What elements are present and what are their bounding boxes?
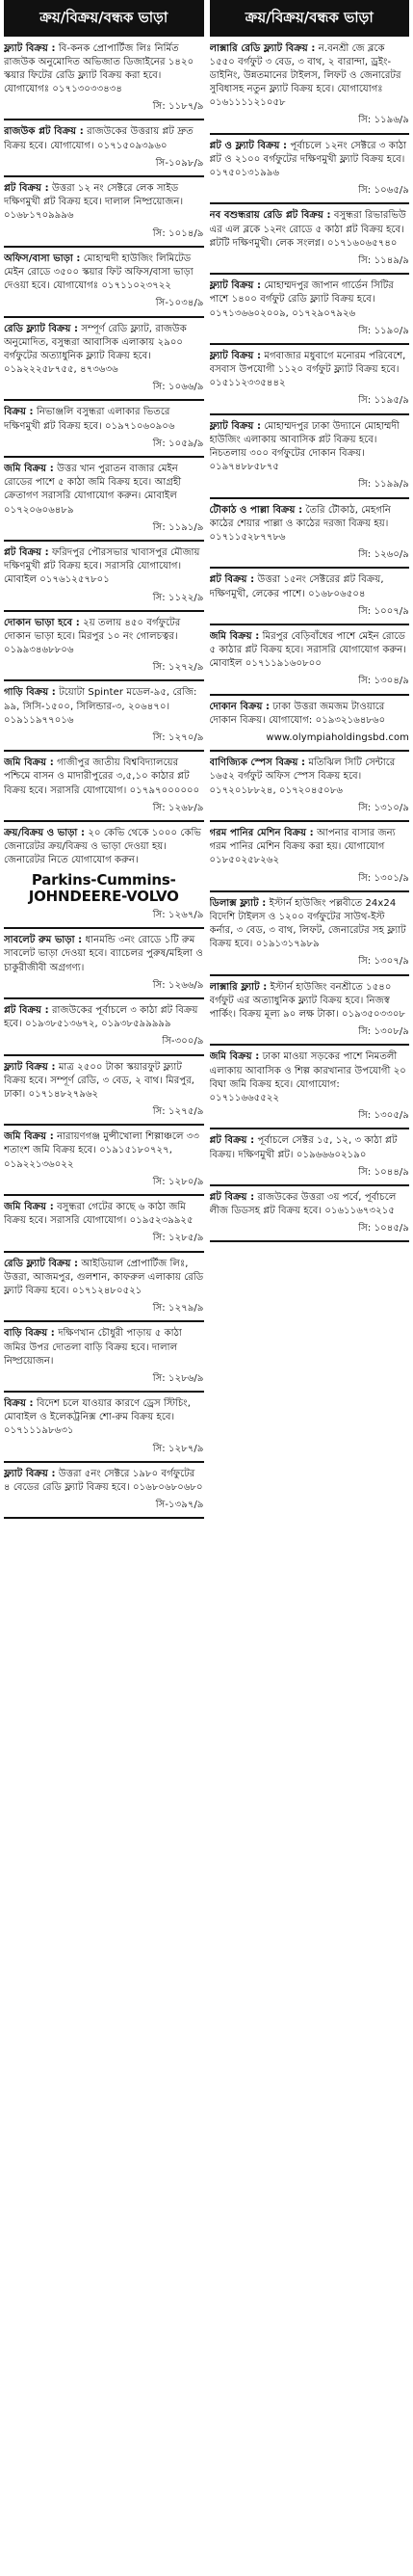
classified-ad (210, 1050, 410, 1129)
ad-title: সাবলেট রুম ভাড়া : (4, 935, 83, 946)
ad-text: বিদেশ চলে যাওয়ার কারণে ড্রেস স্টিচিং, মোবাইল ও ইলেকট্রনিক্স শো-রুম বিক্রয় হবে। ০১৭১১১৯৮৬৩১ (4, 1398, 191, 1437)
classified-ad (4, 827, 204, 929)
ad-text: রাজউকের উত্তরায় প্লট দ্রুত বিক্রয় হবে। যোগাযোগ। ০১৭১৫০৯৩৯৬০ (4, 126, 194, 151)
ad-body (210, 504, 410, 545)
right-ads-list (210, 42, 410, 1243)
ad-title: প্লট বিক্রয় : (4, 546, 49, 558)
ad-title: লাক্সারি ফ্ল্যাট : (209, 981, 268, 993)
ad-reference: সি: ১৩১০/৯ (358, 802, 409, 813)
ad-text: উত্তরা ১২ নং সেক্টরে লেক সাইড দক্ষিণমুখী প্লট বিক্রয় হবে। দালাল নিষ্প্রয়োজন। ০১৬৮১৭০৯৯৯৬ (4, 183, 184, 222)
ad-reference: সি: ১৩০৪/৯ (358, 676, 409, 687)
classified-ad (4, 1327, 204, 1393)
classified-ad (4, 1201, 204, 1253)
classified-ad (4, 1468, 204, 1520)
ad-reference: সি: ১২৮৭/৯ (152, 1443, 204, 1454)
ad-body (4, 1468, 204, 1495)
ad-text: গাজীপুর জাতীয় বিশ্ববিদ্যালয়ের পশ্চিমে বাসন ও মাদারীপুরের ৩,৫,১০ কাঠার প্লট বিক্রয় হবে। সরাসরি যোগাযোগ। ০১৭৯৭০০০০০০ (4, 757, 200, 796)
classified-ad (4, 757, 204, 822)
ad-reference: সি: ১২৮৬/৯ (152, 1372, 204, 1384)
ad-reference: সি: ১০৬৬/৯ (152, 382, 204, 393)
classified-ad (210, 140, 410, 205)
ad-text: ন.বনশ্রী জে ব্লকে ১৫৫০ বর্গফুট ৩ বেড, ৩ বাথ, ২ বারান্দা, ড্রইং-ডাইনিং, উন্নতমানের টাইলস, লিফট ও জেনারেটর সুবিধাসহ নতুন ফ্ল্যাট বিক্রয় হবে। যোগাযোগঃ ০১৬১১১১২১০৫৮ (209, 42, 401, 109)
classified-ad (210, 504, 410, 570)
ad-title: জমি বিক্রয় : (209, 1051, 260, 1063)
ad-body (4, 42, 204, 97)
ad-reference: সি: ১১৯০/৯ (358, 325, 409, 336)
ad-body (210, 140, 410, 181)
classified-ad (210, 981, 410, 1047)
ad-text: ধানমন্ডি ৩নং রোডে ১টি রুম সাবলেট ভাড়া দেওয়া হবে। ব্যাচেলর পুরুষ/মহিলা ও চাকুরীজীবী অগ্রগণ্য। (4, 935, 203, 973)
ad-text: ঢাকা মাওয়া সড়কের পাশে নিমতলী এলাকায় আবাসিক ও শিল্প কারখানার উপযোগী ২০ বিঘা জমি বিক্রয় হবে। যোগাযোগ: ০১৭১১৬৬৫৫২২ (209, 1051, 406, 1103)
ad-reference: সি: ১১৯৬/৯ (358, 115, 409, 126)
ad-text: মগবাজার মধুবাগে মনোরম পরিবেশে, বসবাস উপযোগী ১১২০ বর্গফুট ফ্ল্যাট বিক্রয় হবে। ০১৫১১২৩৩৫৪৪২ (209, 350, 406, 389)
classified-ad (210, 420, 410, 499)
ad-reference: সি: ১১৪৯/৯ (358, 254, 409, 266)
ad-text: মিরপুর বেড়িবাঁধের পাশে মেইন রোডে ৫ কাঠার প্লট বিক্রয় হবে। সরাসরি যোগাযোগ করুন। মোবাইল ০১৭১১৯১৬০৮০০ (209, 630, 406, 670)
ad-reference: সি: ১০৪৪/৯ (358, 1166, 409, 1178)
ad-body (4, 827, 204, 868)
ad-text: উত্তর খান পুরাতন বাজার মেইন রোডের পাশে ৫ কাঠা জমি বিক্রয় হবে। আগ্রহী ক্রেতাগণ সরাসরি যোগাযোগ করুন। মোবাইল ০১৭২০৬০৬৪৮৯ (4, 464, 182, 516)
ad-reference: সি: ১১৯৫/৯ (358, 395, 409, 407)
ad-reference: সি: ১৩০৫/৯ (358, 1110, 409, 1122)
ad-body (4, 1130, 204, 1172)
ad-text: আপনার বাসার জন্য গরম পানির মেশিন বিক্রয় করা হয়। যোগাযোগ ০১৮৫০২৫৮২৬২ (209, 827, 396, 866)
right-column (210, 0, 410, 2576)
ad-title: রাজউক প্লট বিক্রয় : (4, 126, 84, 138)
ad-reference: সি-৩০০/৯ (162, 1036, 204, 1048)
ad-title: প্লট বিক্রয় : (209, 574, 255, 586)
ad-title: প্লট ও ফ্ল্যাট বিক্রয় : (209, 140, 288, 151)
ad-title: টৌকাঠ ও পাল্লা বিক্রয় : (209, 504, 303, 516)
ad-text: রাজউকের পূর্বাচলে ৩ কাঠা প্লট বিক্রয় হবে। ০১৯৩৮৫১৩৬৭২, ০১৯৩৮৫৯৯৯৯৯ (4, 1004, 198, 1030)
classified-ad (210, 1134, 410, 1186)
ad-text: বসুন্ধরা রিভারভিউ এর এল ব্লকে ১২নং রোডে ৫ কাঠা প্লট বিক্রয় হবে। প্লটটি দক্ষিণমুখী। লেক সংলগ্ন। ০১৭১৬০৬৫৭৪০ (209, 210, 406, 249)
ad-reference: সি: ১১৯১/৯ (152, 521, 204, 533)
ad-text: উত্তরা ৫নং সেক্টরে ১৯৮০ বর্গফুটের ৪ বেডের রেডি ফ্ল্যাট বিক্রয় হবে। ০১৬৮০৬৮০৬৮০ (4, 1468, 203, 1493)
classified-ad (4, 406, 204, 458)
classified-ad (210, 897, 410, 976)
ad-reference: সি: ১২৭২/৯ (152, 662, 204, 674)
classified-ad (4, 1004, 204, 1056)
ad-reference: সি: ১৩০১/৯ (358, 872, 409, 884)
ad-highlight: Parkins-Cummins-JOHNDEERE-VOLVO (28, 870, 179, 905)
ad-text: বসুন্ধরা গেটের কাছে ৬ কাঠা জমি বিক্রয় হবে। সরাসরি যোগাযোগ। ০১৯৫২৩৯৯২৫ (4, 1202, 194, 1227)
ad-text: মোহাম্মদপুর ঢাকা উদ্যানে মোহাম্মদী হাউজিং এলাকায় আবাসিক প্লট বিক্রয় হবে। নিচতলায় ৩০০ বর্গফুটের দোকান বিক্রয়। ০১৯৭৪৮৮৫৮৭৫ (209, 420, 400, 473)
ad-text: মোহাম্মদী হাউজিং লিমিটেড মেইন রোডে ৩৫০০ স্কয়ার ফিট অফিস/বাসা ভাড়া দেওয়া হবে। যোগাযোগঃ ০১৭১১০২৩৭২২ (4, 252, 194, 292)
classified-ad (210, 630, 410, 696)
ad-title: প্লট বিক্রয় : (4, 183, 49, 194)
ad-body (210, 279, 410, 321)
ad-reference: সি: ১০৫৯/৯ (152, 438, 204, 449)
ad-title: ফ্ল্যাট বিক্রয় : (4, 1061, 56, 1073)
ad-body (4, 1201, 204, 1228)
ad-reference: সি: ১১৮৭/৯ (152, 101, 204, 113)
ad-text: পূর্বাচলে ১২নং সেক্টরে ৩ কাঠা প্লট ও ২১০০ বর্গফুটের দক্ষিণমুখী ফ্ল্যাট বিক্রয় হবে। ০১৭৫০১৩১৯৯৬ (209, 140, 407, 178)
ad-title: বিক্রয় : (4, 1398, 34, 1410)
ad-reference: সি: ১২৮৫/৯ (152, 1233, 204, 1244)
ad-body (4, 757, 204, 798)
classified-ad (4, 1397, 204, 1463)
ad-body (210, 42, 410, 111)
ad-title: রেডি ফ্ল্যাট বিক্রয় : (4, 323, 79, 334)
ad-title: ডিলাক্স ফ্ল্যাট : (209, 897, 267, 909)
ad-title: ফ্ল্যাট বিক্রয় : (209, 420, 262, 432)
classified-ad (4, 686, 204, 752)
classified-ad (210, 42, 410, 135)
right-section-header: ক্রয়/বিক্রয়/বন্ধক ভাড়া (210, 0, 410, 37)
ad-body (210, 757, 410, 798)
ad-text: পূর্বাচলে সেক্টর ১৫, ১২, ৩ কাঠা প্লট বিক্রয়। দক্ষিণমুখী প্লট। ০১৯৬৬৬০২১৯০ (209, 1135, 398, 1160)
ad-title: রেডি ফ্ল্যাট বিক্রয় : (4, 1258, 79, 1269)
ad-body (210, 420, 410, 475)
ad-text: সম্পূর্ণ রেডি ফ্ল্যাট, রাজউক অনুমোদিত, বসুন্ধরা আবাসিক এলাকায় ২৯০০ বর্গফুটের অত্যাধুনিক ফ্ল্যাট বিক্রয় হবে। ০১৯২২২৫৮৭৫৫, ৪৭৩৬৩৬ (4, 323, 187, 376)
ad-title: অফিস/বাসা ভাড়া : (4, 252, 81, 264)
ad-text: ঢাকা উত্তরা জমজম টাওয়ারে দোকান বিক্রয়। যোগাযোগ: ০১৯৩২১৬৪৮৬০ (209, 701, 386, 726)
ad-text: মতিঝিল সিটি সেন্টারে ১৬৫২ বর্গফুট অফিস স্পেস বিক্রয় হবে। ০১৭২০১৮৮২৪, ০১৭২০৪৫০৮৬ (209, 757, 396, 796)
ad-text: নিভাঞ্জলি বসুন্ধরা এলাকার ভিতরে দক্ষিণমুখী প্লট বিক্রয় হবে। ০১৯৭১০৬০৯০৬ (4, 407, 175, 432)
ad-reference: সি-১০৯৮/৯ (155, 157, 204, 169)
ad-text: ২য় তলায় ৪৫০ বর্গফুটের দোকান ভাড়া হবে। মিরপুর ১০ নং গোলচত্বর। ০১৯৯৩৪৬৮৮০৬ (4, 617, 181, 656)
classified-ad (4, 463, 204, 542)
ad-body (210, 1050, 410, 1105)
ad-body (4, 463, 204, 518)
ad-title: ফ্ল্যাট বিক্রয় : (4, 42, 56, 54)
ad-text: উত্তরা ১৫নং সেক্টরের প্লট বিক্রয়, দক্ষিণমুখী, লেকের পাশে। ০১৬৮০৬৫০৪ (209, 574, 384, 599)
ad-text: টয়োটা Spinter মডেল-৯৫, রেজি: ৯৯, সিসি-১৫০০, সিলিন্ডার-৩, ২০৬৪৭০। ০১৯১১৯৭৭০১৬ (4, 687, 197, 726)
ad-text: মোহাম্মদপুর জাপান গার্ডেন সিটির পাশে ১৪০০ বর্গফুট রেডি ফ্ল্যাট বিক্রয় হবে। ০১৭১৩৬৬০২০০৯, ০১৭২৯০৭৯২৬ (209, 280, 394, 319)
ad-reference: সি: ১২৬৭/৯ (152, 910, 204, 920)
classified-ad (4, 1061, 204, 1127)
ad-reference: সি: ১২৭৫/৯ (152, 1106, 204, 1118)
classified-ad (210, 350, 410, 415)
ad-title: বাণিজ্যিক স্পেস বিক্রয় : (209, 757, 306, 769)
ad-reference: www.olympiaholdingsbd.com (266, 732, 409, 743)
classified-ad (210, 209, 410, 275)
classified-ad (210, 701, 410, 753)
ad-text: ইস্টার্ন হাউজিং পল্লবীতে 24x24 বিদেশি টাইলস ও ১২০০ বর্গফুটের সাউথ-ইস্ট কর্নার, ৩ বেড, ৩ বাথ, লিফট, জেনারেটর সহ ফ্ল্যাট বিক্রয় হবে। ০১৯১৩১৭৯৮৯ (209, 897, 406, 950)
left-column (4, 0, 204, 2576)
classified-ad (4, 125, 204, 177)
ad-title: ফ্ল্যাট বিক্রয় : (209, 280, 262, 292)
ad-text: আইডিয়াল প্রোপার্টিজ লিঃ, উত্তরা, আজমপুর, গুলশান, কাফরুল এলাকায় রেডি ফ্ল্যাট বিক্রয় হবে। ০১৭১২৪৮০৫২১ (4, 1258, 204, 1296)
ad-text: দক্ষিণখান চৌধুরী পাড়ায় ৫ কাঠা জমির উপর দোতলা বাড়ি বিক্রয় হবে। দালাল নিষ্প্রয়োজন। (4, 1328, 182, 1367)
ad-reference: সি-১৩৯৭/৯ (155, 1500, 204, 1511)
ad-reference: সি: ১১২২/৯ (152, 592, 204, 603)
classified-ad (4, 934, 204, 999)
ad-body (4, 1327, 204, 1368)
ad-text: বি-কনক প্রোপার্টিজ লিঃ নির্মিত রাজউক অনুমোদিত অভিজাত ডিজাইনের ১৪২০ স্কয়ার ফিটের রেডি ফ্ল্যাট বিক্রয় করা হবে। যোগাযোগঃ ০১৭১৩০৩৩৪৩৪ (4, 42, 194, 95)
ad-title: দোকান ভাড়া হবে : (4, 617, 80, 628)
classified-ad (4, 1258, 204, 1323)
ad-title: প্লট বিক্রয় : (4, 1004, 49, 1016)
ad-body (4, 1061, 204, 1102)
ad-body (210, 350, 410, 391)
ad-text: ফরিদপুর পৌরসভার খাবাসপুর মৌজায় দক্ষিণমুখী প্লট বিক্রয় হবে। সরাসরি যোগাযোগ। মোবাইল ০১৭৬১২৫৭৮০১ (4, 546, 200, 586)
classified-ad (4, 546, 204, 612)
ad-title: প্লট বিক্রয় : (209, 1191, 255, 1203)
ad-title: লাক্সারি রেডি ফ্ল্যাট বিক্রয় : (209, 42, 316, 54)
classified-ad (210, 757, 410, 822)
ad-body (4, 686, 204, 728)
ad-reference: সি: ১৩০৮/৯ (358, 1026, 409, 1038)
classified-ad (4, 1130, 204, 1196)
ad-reference: সি: ১২৬৮/৯ (152, 802, 204, 813)
ad-body (4, 1397, 204, 1439)
ad-title: বিক্রয় : (4, 407, 34, 418)
left-ads-list (4, 42, 204, 1520)
ad-text: নারায়ণগঞ্জ মুন্সীখোলা শিল্পাঞ্চলে ৩৩ শতাংশ জমি বিক্রয় হবে। ০১৯১৫১৮০৭২৭, ০১৯২২১৩৬০২২ (4, 1131, 199, 1170)
classified-ad (210, 827, 410, 892)
ad-body (210, 701, 410, 728)
ad-body (4, 125, 204, 152)
classified-ad (4, 42, 204, 121)
ad-reference: সি: ১০৬৫/৯ (358, 185, 409, 197)
ad-reference: সি: ১০৪৫/৯ (358, 1223, 409, 1235)
ad-reference: সি: ১৩০৭/৯ (358, 956, 409, 968)
ad-body (210, 897, 410, 952)
ad-title: ক্রয়/বিক্রয় ও ভাড়া : (4, 827, 86, 838)
left-section-header: ক্রয়/বিক্রয়/বন্ধক ভাড়া (4, 0, 204, 37)
classified-ad (4, 252, 204, 318)
ad-body (4, 406, 204, 433)
classified-ad (4, 323, 204, 402)
ad-body (4, 323, 204, 378)
ad-reference: সি-১০৩৪/৯ (155, 298, 204, 309)
classified-ad (210, 573, 410, 625)
ad-title: দোকান বিক্রয় : (209, 701, 271, 712)
ad-title: বাড়ি বিক্রয় : (4, 1328, 55, 1340)
ad-title: জমি বিক্রয় : (209, 630, 260, 642)
classified-ad (4, 182, 204, 248)
ad-body (4, 617, 204, 658)
ad-title: জমি বিক্রয় : (4, 1202, 54, 1212)
ad-text: তৈরি টৌকাঠ, মেহগনি কাঠের শেয়ার পাল্লা ও কাঠের দরজা বিক্রয় হয়। ০১৭১১৫২৮৭৭৮৬ (209, 504, 391, 543)
ad-reference: সি: ১০০৭/৯ (358, 605, 409, 617)
ad-body (4, 252, 204, 294)
ad-title: জমি বিক্রয় : (4, 757, 54, 769)
ad-body (210, 209, 410, 251)
ad-title: প্লট বিক্রয় : (209, 1135, 255, 1147)
ad-text: ইস্টার্ন হাউজিং বনশ্রীতে ১৫৪০ বর্গফুট এর অত্যাধুনিক ফ্ল্যাট বিক্রয় হবে। নিজস্ব পার্কিং। বিক্রয় মূল্য ৯০ লক্ষ টাকা। ০১৯৩৫০৩৩০৮ (209, 981, 406, 1020)
ad-body (210, 1191, 410, 1218)
ad-reference: সি: ১২৭৯/৯ (152, 1303, 204, 1315)
ad-reference: সি: ১১৯৯/৯ (358, 479, 409, 491)
ad-reference: সি: ১০১৪/৯ (152, 227, 204, 239)
ad-body (210, 827, 410, 868)
ad-title: গাড়ি বিক্রয় : (4, 687, 56, 699)
ad-reference: সি: ১২৬০/৯ (358, 549, 409, 561)
ad-title: ফ্ল্যাট বিক্রয় : (4, 1468, 56, 1479)
classified-ad (210, 279, 410, 345)
ad-title: ফ্ল্যাট বিক্রয় : (209, 350, 262, 361)
ad-body (4, 546, 204, 588)
classified-ad (210, 1191, 410, 1243)
ad-body (4, 182, 204, 224)
ad-reference: সি: ১২৬৬/৯ (152, 979, 204, 991)
ad-title: গরম পানির মেশিন বিক্রয় : (209, 827, 314, 838)
ad-body (4, 1004, 204, 1031)
ad-title: জমি বিক্রয় : (4, 464, 54, 474)
ad-text: রাজউকের উত্তরা ৩য় পর্বে, পূর্বাচলে লীজ ডিডসহ প্লট বিক্রয় হবে। ০১৬১১৬৭৩২১৫ (209, 1191, 397, 1217)
ad-title: জমি বিক্রয় : (4, 1131, 54, 1143)
ad-reference: সি: ১২৭০/৯ (152, 732, 204, 743)
ad-body (210, 573, 410, 600)
ad-body (210, 630, 410, 672)
ad-reference: সি: ১২৮০/৯ (152, 1176, 204, 1187)
ad-body (4, 934, 204, 975)
ad-body (210, 1134, 410, 1161)
classified-ad (4, 617, 204, 682)
ad-body (4, 1258, 204, 1299)
ad-text: ২০ কেভি থেকে ১০০০ কেভি জেনারেটর ক্রয়/বিক্রয় ও ভাড়া দেওয়া হয়। জেনারেটর নিতে যোগাযোগ করুন। (4, 827, 201, 866)
ad-title: নব বশুন্ধরায় রেডি প্লট বিক্রয় : (209, 210, 331, 222)
ad-body (210, 981, 410, 1022)
ad-text: মাত্র ২৫০০ টাকা স্কয়ারফুট ফ্ল্যাট বিক্রয় হবে। সম্পূর্ণ রেডি, ৩ বেড, ২ বাথ। মিরপুর, ঢাকা। ০১৭১৪৮২৭৯৬২ (4, 1061, 195, 1100)
